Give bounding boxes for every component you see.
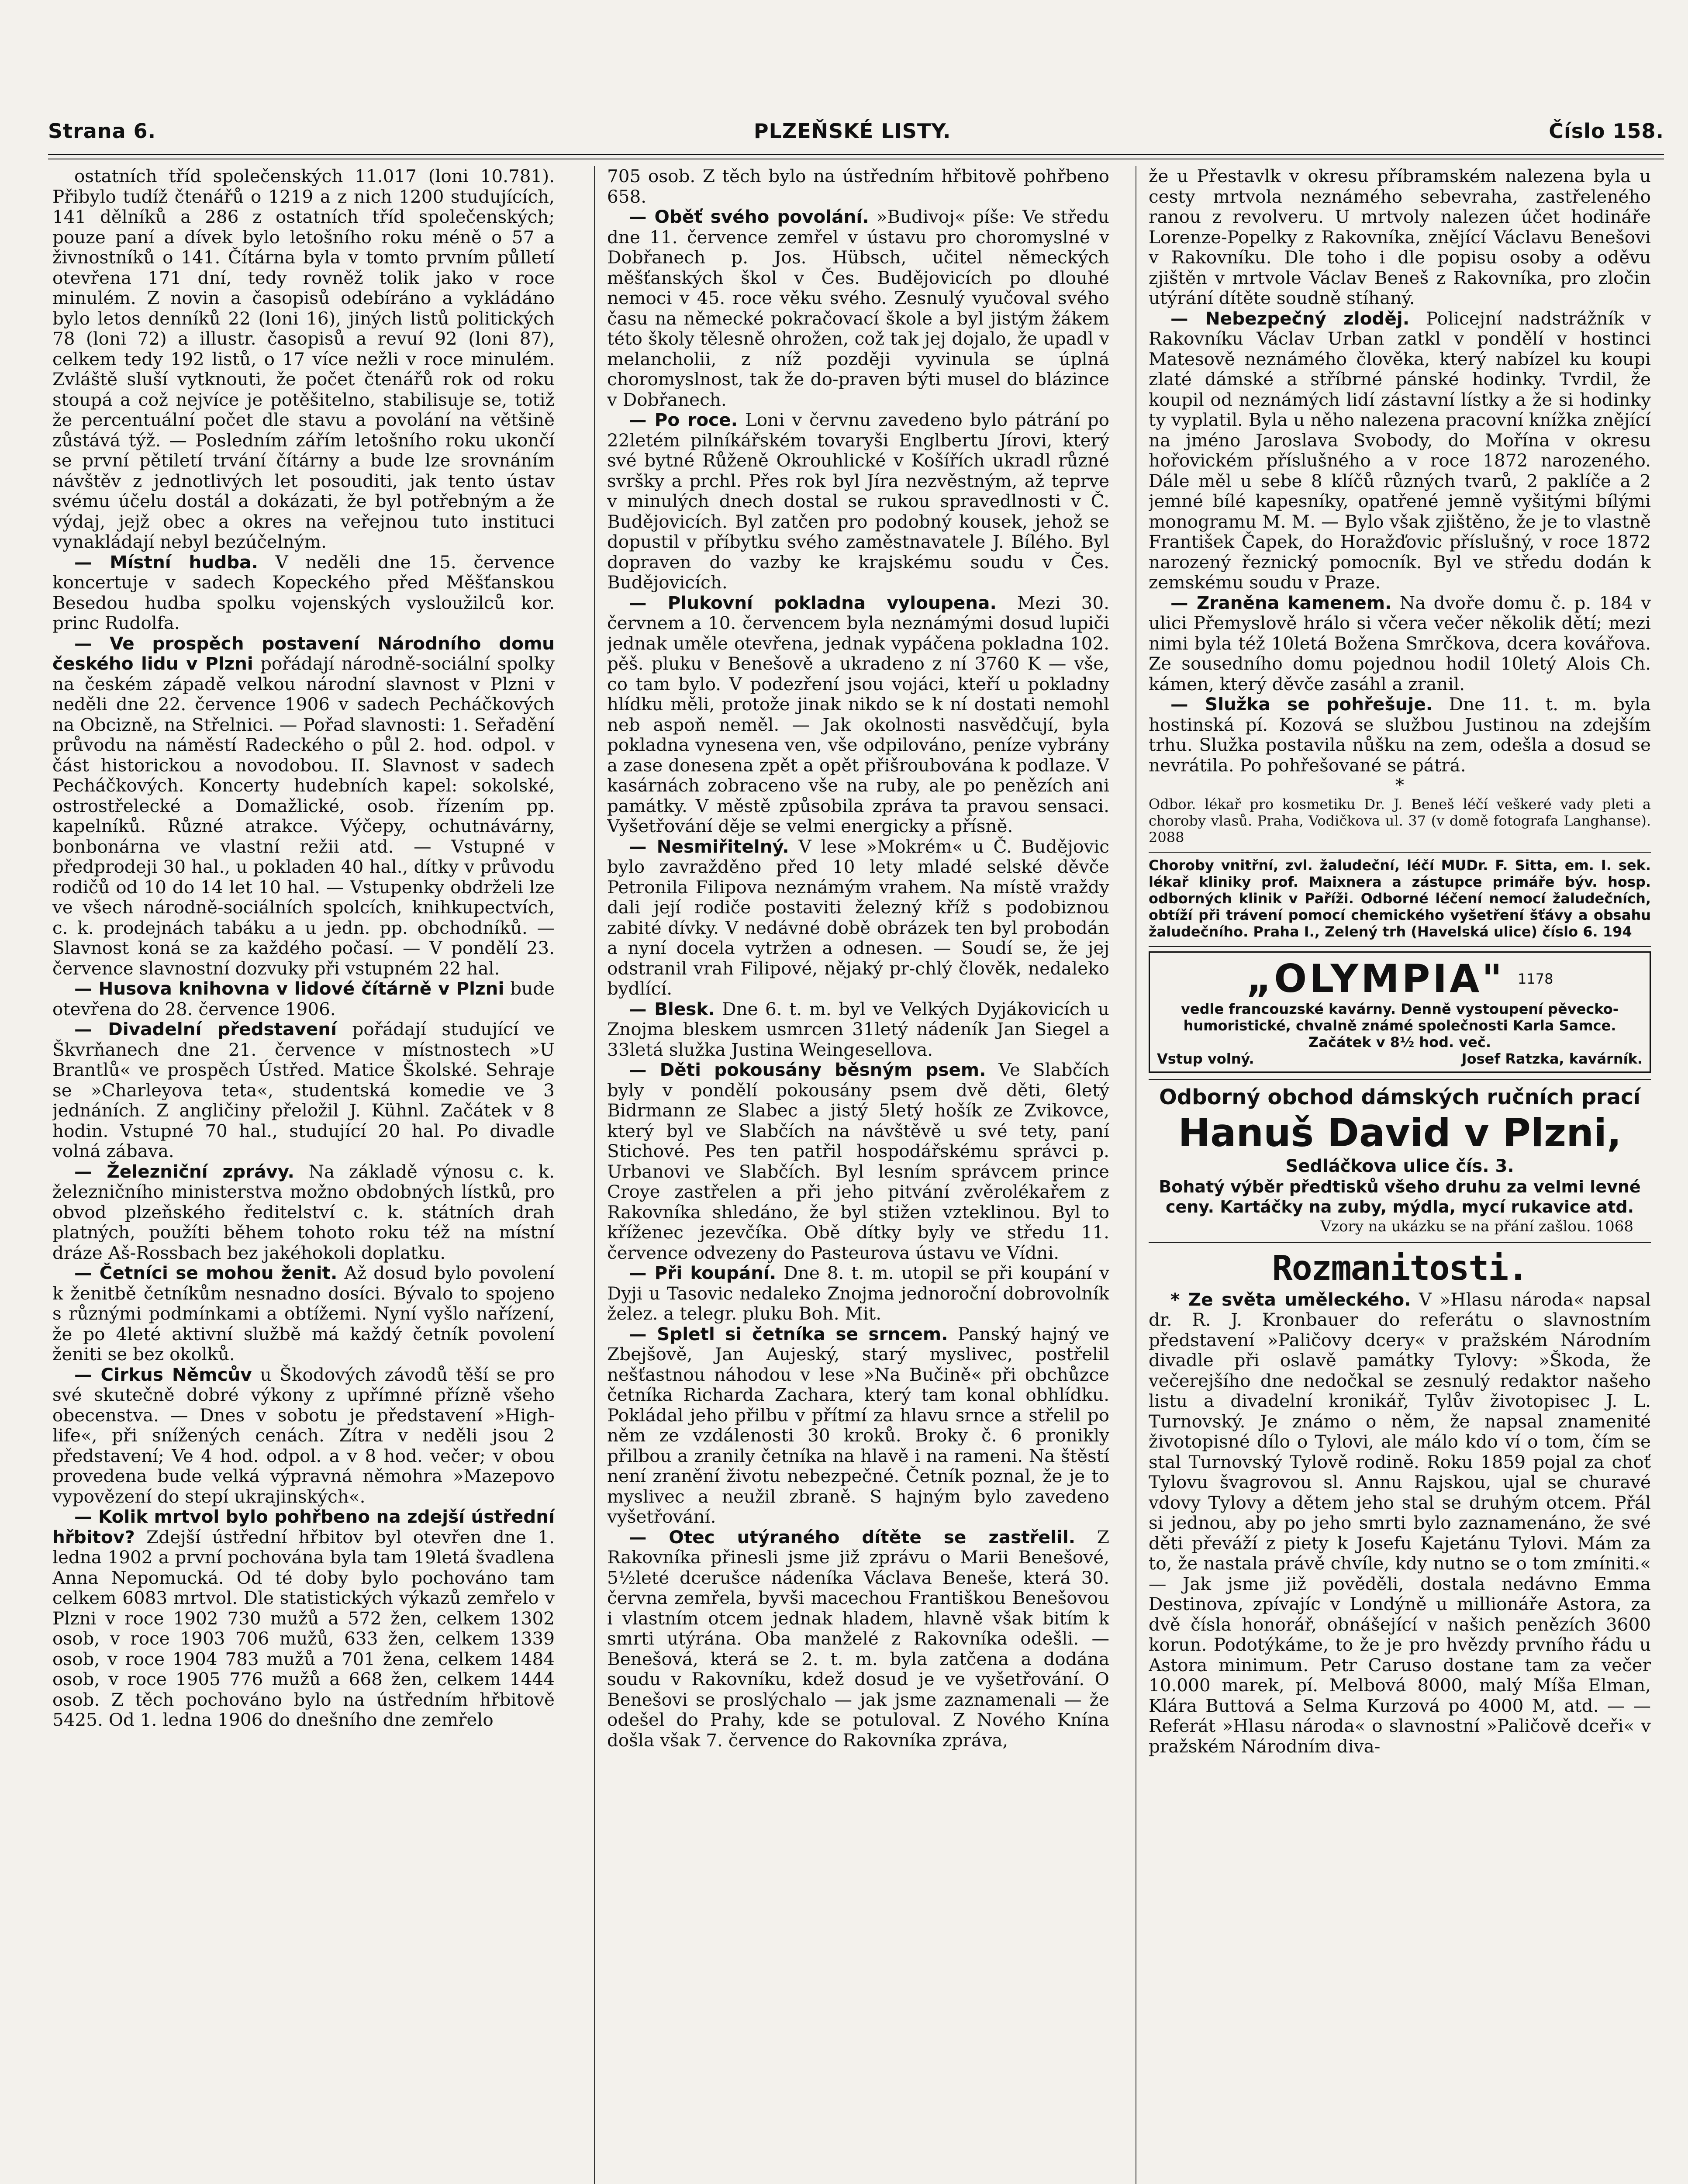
column-1 (52, 166, 555, 2184)
article (607, 1263, 1109, 1324)
ad-separator-star: * (1395, 775, 1404, 795)
article-heading: — Služka se pohřešuje. (1170, 694, 1433, 715)
article-heading: — Otec utýraného dítěte se zastřelil. (629, 1526, 1076, 1548)
column-2 (607, 166, 1109, 2184)
article (1149, 166, 1651, 308)
ad-rule (1149, 852, 1651, 853)
ad-rule (1149, 946, 1651, 947)
column-3 (1149, 166, 1651, 2184)
article (52, 552, 555, 633)
article-body: 705 osob. Z těch bylo na ústředním hřbitově pohřbeno 658. (607, 166, 1109, 207)
article-heading: * Ze světa uměleckého. (1170, 1289, 1411, 1310)
david-text: Bohatý výběr předtisků všeho druhu za velmi levné ceny. Kartáčky na zuby, mýdla, mycí rukavice atd. (1159, 1177, 1641, 1216)
article (607, 1527, 1109, 1751)
article-heading: — Četníci se mohou ženit. (74, 1262, 338, 1283)
david-name: Hanuš David v Plzni, (1178, 1110, 1622, 1155)
article-heading: — Plukovní pokladna vyloupena. (629, 592, 997, 613)
article-heading: — Zraněna kamenem. (1170, 592, 1392, 613)
article-body: Z Rakovníka přinesli jsme již zprávu o Marii Benešové, 5½leté dcerušce nádeníka Václava Beneše, která 30. června zemřela, byvši macechou Františkou Benešovou i vlastním otcem jednak hladem, hlavně však bitím k smrti utýrána. Oba manželé z Rakovníka odešli. — Benešová, která se 2. t. m. byla zatčena a dodána soudu v Rakovníku, kdež dosud je ve vyšetřování. O Benešovi se proslýchalo — jak jsme zaznamenali — že odešel do Prahy, kde se potuloval. Z Nového Knína došla však 7. července do Rakovníka zpráva, (607, 1526, 1109, 1751)
article-heading: — Spletl si četníka se srncem. (629, 1323, 948, 1344)
ad-olympia (1149, 951, 1651, 1073)
article (52, 633, 555, 979)
article-heading: — Ve prospěch postavení Národního domu českého lidu v Plzni (52, 632, 555, 674)
article-body: Panský hajný ve Zbejšově, Jan Aujeský, starý myslivec, postřelil nešťastnou náhodou v lese »Na Bučině« při obchůzce četníka Richarda Zachara, který tam konal obhlídku. Pokládal jeho přilbu v přítmí za hlavu srnce a střelil po něm ze vzdálenosti 30 kroků. Broky č. 6 pronikly přilbou a zranily četníka na hlavě i na rameni. Na štěstí není zranění životu nebezpečné. Četník poznal, že je to myslivec a neužil zbraně. S hajným bylo zavedeno vyšetřování. (607, 1323, 1109, 1527)
article (52, 1161, 555, 1263)
article (52, 166, 555, 552)
article (607, 207, 1109, 410)
article (52, 1263, 555, 1365)
article-body: Zdejší ústřední hřbitov byl otevřen dne 1. ledna 1902 a první pochována byla tam 19letá švadlena Anna Nepomucká. Od té doby bylo pochováno tam celkem 6083 mrtvol. Dle statistických výkazů zemřelo v Plzni v roce 1902 730 mužů a 572 žen, celkem 1302 osob, v roce 1903 706 mužů, 633 žen, celkem 1339 osob, v roce 1904 783 mužů a 701 žena, celkem 1484 osob, v roce 1905 776 mužů a 668 žen, celkem 1444 osob. Z těch pochováno bylo na ústředním hřbitově 5425. Od 1. ledna 1906 do dnešního dne zemřelo (52, 1526, 555, 1730)
ad-rule (1149, 1242, 1651, 1243)
article-body: Dne 6. t. m. byl ve Velkých Dyjákovicích u Znojma bleskem usmrcen 31letý nádeník Jan Siegel a 33letá služka Justina Weingesellova. (607, 998, 1109, 1060)
article-body: u Škodových závodů těší se pro své skutečně dobré výkony z upřímné přízně všeho obecenstva. — Dnes v sobotu je představení »High-life«, při snížených cenách. Zítra v neděli jsou 2 představení; Ve 4 hod. odpol. a v 8 hod. večer; v obou provedena bude velká výpravná němohra »Mazepovo vypovězení do stepí ukrajinských«. (52, 1364, 555, 1507)
article-body: V lese »Mokrém« u Č. Budějovic bylo zavražděno před 10 lety mladé selské děvče Petronila Filipova neznámým vrahem. Na místě vraždy dali její rodiče postaviti železný kříž s podobiznou zabité dívky. V nedávné době obrázek ten byl probodán a nyní docela vytržen a odnesen. — Soudí se, že jej odstranil vrah Filipové, nějaký pr-chlý člověk, nedaleko bydlící. (607, 836, 1109, 999)
article-heading: — Nebezpečný zloděj. (1170, 308, 1410, 329)
page-header (48, 109, 1664, 153)
article-heading: — Místní hudba. (74, 551, 258, 573)
article (52, 1019, 555, 1161)
david-footer: Vzory na ukázku se na přání zašlou. 1068 (1320, 1217, 1633, 1235)
article-heading: — Divadelní představení (74, 1019, 337, 1040)
article-body: že u Přestavlk v okresu příbramském nalezena byla u cesty mrtvola neznámého sebevraha, zastřeleného ranou z revolveru. U mrtvoly nalezen účet hodináře Lorenze-Popelky z Rakovníka, znějící Václavu Benešovi v Rakovníku. Dle toho i dle popisu osoby a oděvu zjištěn v mrtvole Václav Beneš z Rakovníka, pro zločin utýrání dítěte soudně stíhaný. (1149, 166, 1651, 308)
article (52, 978, 555, 1019)
article (607, 836, 1109, 999)
article-body: Loni v červnu zavedeno bylo pátrání po 22letém pilníkářském tovaryši Englbertu Jírovi, který své bytné Růženě Okrouhlické v Košířích ukradl různé svršky a prchl. Přes rok byl Jíra nezvěstným, až teprve v minulých dnech dostal se rukou spravedlnosti v Č. Budějovicích. Byl zatčen pro podobný kousek, jehož se dopustil v příbytku svého zaměstnavatele J. Bílého. Byl dopraven do vazby ke krajskému soudu v Čes. Budějovicích. (607, 409, 1109, 593)
article-body: pořádají studující ve Škvrňanech dne 21. července v místnostech »U Brantlů« ve prospěch Ústřed. Matice Školské. Sehraje se »Charleyova teta«, studentská komedie ve 3 jednáních. Z angličiny přeložil J. Kühnl. Začátek v 8 hodin. Vstupné 70 hal., studující 20 hal. Po divadle volná zábava. (52, 1019, 555, 1161)
article-heading: — Při koupání. (629, 1262, 777, 1283)
olympia-number: 1178 (1518, 970, 1553, 987)
article-heading: — Po roce. (629, 409, 738, 430)
newspaper-title: PLZEŇSKÉ LISTY. (753, 119, 951, 143)
article-heading: — Děti pokousány běsným psem. (629, 1059, 986, 1080)
article (52, 1365, 555, 1507)
ad-sitta: Choroby vnitřní, zvl. žaludeční, léčí MUDr. F. Sitta, em. I. sek. lékař kliniky prof. Maixnera a zástupce primáře býv. hosp. odborných klinik v Paříži. Odborné léčení nemocí žaludečních, obtíží při trávení pomocí chemického vyšetření šťávy a obsahu žaludečního. Praha I., Zelený trh (Havelská ulice) číslo 6. 194 (1149, 857, 1651, 940)
ad-rule (1149, 1079, 1651, 1080)
article-body: V neděli dne 15. července koncertuje v sadech Kopeckého před Měšťanskou Besedou hudba spolku vojenských vysloužilců kor. princ Rudolfa. (52, 551, 555, 633)
olympia-entry: Vstup volný. (1157, 1050, 1254, 1067)
article (607, 1060, 1109, 1263)
section-article (1149, 1289, 1651, 1757)
header-rule (48, 154, 1664, 159)
article-body: Ve Slabčích byly v pondělí pokousány psem dvě děti, 6letý Bidrmann ze Slabec a jistý 5letý hošík ze Zvikovce, který byl ve Slabčích na návštěvě u své tety, paní Stichové. Pes ten patřil hospodářskému správci p. Urbanovi ve Slabčích. Byl lesním správcem prince Croye zastřelen a při jeho pitvání zvěrolékařem z Rakovníka shledáno, že byl stižen vzteklinou. Byl to kříženec jezevčíka. Obě dítky byly ve středu 11. července odvezeny do Pasteurova ústavu ve Vídni. (607, 1059, 1109, 1263)
article-body: Až dosud bylo povolení k ženitbě četníkům nesnadno dosíci. Bývalo to spojeno s různými podmínkami a obtížemi. Nyní vyšlo nařízení, že po 4leté aktivní službě má každý četník povolení ženiti se bez okolků. (52, 1262, 555, 1365)
article-heading: — Cirkus Němcův (74, 1364, 252, 1385)
article-heading: — Oběť svého povolání. (629, 206, 869, 227)
olympia-text: vedle francouzské kavárny. Denně vystoupení pěvecko-humoristické, chvalně známé společnosti Karla Samce. Začátek v 8½ hod. več. (1181, 1000, 1619, 1051)
article-heading: — Husova knihovna v lidové čítárně v Plzni (74, 978, 504, 999)
article (1149, 593, 1651, 695)
article-body: Na dvoře domu č. p. 184 v ulici Přemyslově hrálo si včera večer několik dětí; mezi nimi byla též 10letá Božena Smrčkova, dcera kovářova. Ze sousedního domu pojednou hodil 10letý Alois Ch. kámen, který děvče zasáhl a zranil. (1149, 592, 1651, 695)
article-body: V »Hlasu národa« napsal dr. R. J. Kronbauer do referátu o slavnostním představení »Paličovy dcery« v pražském Národním divadle při oslavě památky Tylovy: »Škoda, že večerejšího dne nedočkal se zesnulý redaktor našeho listu a divadelní kronikář, Tylův životopisec J. L. Turnovský. Je známo o něm, že napsal znamenité životopisné dílo o Tylovi, ale málo kdo ví o tom, čím se stal Turnovský Tylově rodině. Roku 1859 pojal za choť Tylovu švagrovou sl. Annu Rajskou, ujal se churavé vdovy Tylovy a dětem jeho stal se druhým otcem. Přál si jednou, aby po jeho smrti bylo zaznamenáno, že své děti převáží z piety k Josefu Kajetánu Tylovi. Mám za to, že nastala právě chvíle, kdy nutno se o tom zmíniti.« — Jak jsme již pověděli, dostala nedávno Emma Destinova, zpívajíc v Londýně u millionáře Astora, za dvě čísla honorář, obnášející v našich penězích 3600 korun. Podotýkáme, to že je pro hvězdy prvního řádu u Astora minimum. Petr Caruso dostane tam za večer 10.000 marek, pí. Melbová 8000, malý Míša Elman, Klára Buttová a Selma Kurzová po 4000 M, atd. — — Referát »Hlasu národa« o slavnostní »Paličově dceři« v pražském Národním diva- (1149, 1289, 1651, 1757)
article-heading: — Kolik mrtvol bylo pohřbeno na zdejší ústřední hřbitov? (52, 1506, 555, 1548)
article-body: pořádají národně-sociální spolky na českém západě velkou národní slavnost v Plzni v neděli dne 22. července 1906 v sadech Pecháčkových na Obcizně, na Střelnici. — Pořad slavnosti: 1. Seřadění průvodu na náměstí Radeckého o půl 2. hod. odpol. v část historickou a novodobou. II. Slavnost v sadech Pecháčkových. Koncerty hudebních kapel: sokolské, ostrostřelecké a Domažlické, osob. řízením pp. kapelníků. Různé atrakce. Výčepy, ochutnávárny, bonbonárna ve vlastní režii atd. — Vstupné v předprodeji 30 hal., u pokladen 40 hal., dítky v průvodu rodičů od 10 do 14 let 10 hal. — Vstupenky obdrželi lze ve všech národně-sociálních spolcích, knihkupectvích, c. k. prodejnách tabáku a u jedn. pp. obchodníků. — Slavnost koná se za každého počasí. — V pondělí 23. července slavnostní dozvuky při vstupném 22 hal. (52, 653, 555, 979)
article (607, 410, 1109, 593)
article (607, 1324, 1109, 1527)
article-heading: — Železniční zprávy. (74, 1161, 294, 1182)
article (1149, 694, 1651, 775)
column-3-articles (1149, 166, 1651, 775)
article-body: Dne 11. t. m. byla hostinská pí. Kozová se službou Justinou na zdejším trhu. Služka postavila nůšku na zem, odešla a dosud se nevrátila. Po pohřešované se pátrá. (1149, 694, 1651, 776)
article-body: »Budivoj« píše: Ve středu dne 11. července zemřel v ústavu pro choromyslné v Dobřanech p. Jos. Hübsch, učitel německých měšťanských škol v Čes. Budějovicích po dlouhé nemoci v 45. roce věku svého. Zesnulý vyučoval svého času na německé pokračovací škole a byl jistým žákem této školy tělesně ohrožen, což tak jej dojalo, že upadl v melancholii, z níž později vyvinula se úplná choromyslnost, tak že do-praven býti musel do blázince v Dobřanech. (607, 206, 1109, 410)
article (607, 593, 1109, 836)
article (607, 166, 1109, 207)
article-heading: — Blesk. (629, 998, 715, 1019)
david-top: Odborný obchod dámských ručních prací (1159, 1085, 1640, 1109)
ad-benes: Odbor. lékař pro kosmetiku Dr. J. Beneš léčí veškeré vady pleti a choroby vlasů. Praha, Vodičkova ul. 37 (v domě fotografa Langhanse). 2088 (1149, 795, 1651, 846)
article-body: bude otevřena do 28. července 1906. (52, 978, 555, 1019)
ad-hanus-david (1149, 1084, 1651, 1236)
olympia-owner: Josef Ratzka, kavárník. (1461, 1050, 1643, 1067)
article-body: Dne 8. t. m. utopil se při koupání v Dyji u Tasovic nedaleko Znojma jednoroční dobrovolník želez. a telegr. pluku Boh. Mit. (607, 1262, 1109, 1324)
article-heading: — Nesmiřitelný. (629, 836, 789, 857)
article (1149, 308, 1651, 593)
olympia-title: „OLYMPIA" (1246, 956, 1505, 1001)
article (52, 1507, 555, 1730)
david-address: Sedláčkova ulice čís. 3. (1285, 1156, 1514, 1176)
article-body: Mezi 30. červnem a 10. červencem byla neznámými dosud lupiči jednak uměle otevřena, jednak vypáčena pokladna 102. pěš. pluku v Benešově a ukradeno z ní 3760 K — vše, co tam bylo. V podezření jsou vojáci, kteří u pokladny hlídku měli, protože jinak nikdo se k ní dostati nemohl neb aspoň neměl. — Jak okolnosti nasvědčují, byla pokladna vynesena ven, vše odpilováno, peníze vybrány a zase donesena zpět a opět přišroubována k podlaze. V kasárnách zobraceno vše na ruby, ale po penězích ani památky. V městě způsobila zpráva ta pravou sensaci. Vyšetřování děje se velmi energicky a přísně. (607, 592, 1109, 836)
page-number: Strana 6. (48, 119, 156, 143)
article (607, 999, 1109, 1060)
column-divider (594, 166, 595, 2184)
issue-number: Číslo 158. (1549, 119, 1664, 143)
section-title: Rozmanitosti. (1272, 1248, 1528, 1288)
article-body: ostatních tříd společenských 11.017 (loni 10.781). Přibylo tudíž čtenářů o 1219 a z nich 1200 studujících, 141 dělníků a 286 z ostatních tříd společenských; pouze paní a dívek bylo letošního roku méně o 57 a živnostníků o 141. Čítárna byla v tomto prvním půlletí otevřena 171 dní, tedy rovněž tolik jako v roce minulém. Z novin a časopisů odebíráno a vykládáno bylo letos denníků 22 (loni 16), jiných listů politických 78 (loni 72) a illustr. časopisů a revuí 92 (loni 87), celkem tedy 192 listů, o 17 více nežli v roce minulém. Zvláště sluší vytknouti, že počet čtenářů rok od roku stoupá a což nejvíce je potěšitelno, stabilisuje se, totiž že percentuální počet dle stavu a povolání na většině zůstává týž. — Posledním zářím letošního roku ukončí se první pětiletí trvání čítárny a bude lze srovnáním návštěv z jednotlivých let posouditi, jak tento ústav svému účelu dostál a dokázati, že byl potřebným a že výdaj, jejž obec a okres na veřejnou tuto instituci vynakládají nebyl bezúčelným. (52, 166, 555, 552)
article-body: Na základě výnosu c. k. železničního ministerstva možno obdobných lístků, pro obvod plzeňského ředitelství c. k. státních drah platných, použíti během tohoto roku též na místní dráze Aš-Rossbach bez jakéhokoli doplatku. (52, 1161, 555, 1263)
article-body: Policejní nadstrážník v Rakovníku Václav Urban zatkl v pondělí v hostinci Matesově neznámého člověka, který nabízel ku koupi zlaté dámské a stříbrné pánské hodinky. Tvrdil, že koupil od neznámých lidí zástavní lístky a že si hodinky ty vyplatil. Byla u něho nalezena pracovní knížka znějící na jméno Jaroslava Svobody, do Mořína v okresu hořovickém příslušného a v roce 1872 narozeného. Dále měl u sebe 8 klíčů různých tvarů, 2 paklíče a 2 jemné bílé kapesníky, opatřené jemně vyšitými bílými monogramu M. M. — Bylo však zjištěno, že je to vlastně František Čapek, do Horažďovic příslušný, v roce 1872 narozený řeznický pomocník. Byl ve středu dodán k zemskému soudu v Praze. (1149, 308, 1651, 593)
